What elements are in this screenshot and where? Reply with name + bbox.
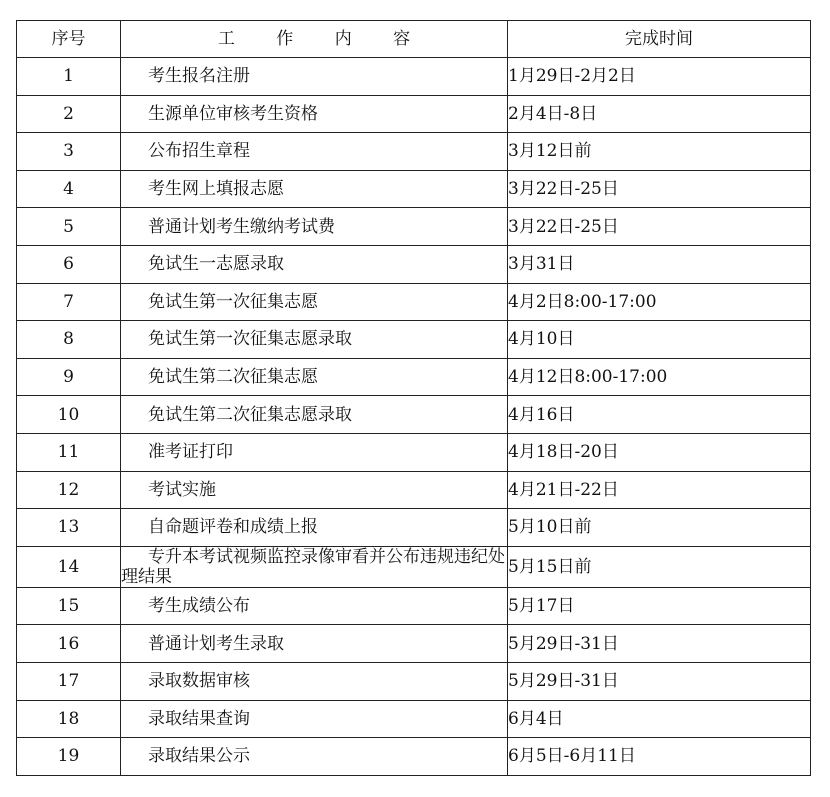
- table-row: [17, 358, 811, 396]
- table-row: [17, 433, 811, 471]
- row-number: 19: [17, 738, 121, 776]
- table-row: [17, 587, 811, 625]
- row-task: 公布招生章程: [121, 133, 508, 171]
- row-deadline: 3月22日-25日: [508, 208, 811, 246]
- table-row: [17, 95, 811, 133]
- row-number: 5: [17, 208, 121, 246]
- row-deadline: 2月4日-8日: [508, 95, 811, 133]
- table-row: [17, 662, 811, 700]
- header-row: [17, 21, 811, 58]
- row-number: 14: [17, 546, 121, 587]
- row-deadline: 5月17日: [508, 587, 811, 625]
- row-number: 4: [17, 170, 121, 208]
- row-deadline: 3月31日: [508, 245, 811, 283]
- row-task: 录取结果公示: [121, 738, 508, 776]
- row-task: 考试实施: [121, 471, 508, 509]
- table-row: [17, 283, 811, 321]
- row-number: 7: [17, 283, 121, 321]
- row-task: 普通计划考生录取: [121, 625, 508, 663]
- table-body: [17, 58, 811, 776]
- schedule-table: [16, 20, 811, 776]
- table-row: [17, 700, 811, 738]
- row-number: 9: [17, 358, 121, 396]
- table-row: [17, 321, 811, 359]
- row-number: 11: [17, 433, 121, 471]
- row-task: 自命题评卷和成绩上报: [121, 509, 508, 547]
- row-deadline: 4月18日-20日: [508, 433, 811, 471]
- table-row: [17, 471, 811, 509]
- table-row: [17, 546, 811, 587]
- row-deadline: 1月29日-2月2日: [508, 58, 811, 96]
- row-deadline: 5月10日前: [508, 509, 811, 547]
- header-task-label: 工 作 内 容: [217, 29, 429, 49]
- table-header: [17, 21, 811, 58]
- table-row: [17, 245, 811, 283]
- row-task: 考生成绩公布: [121, 587, 508, 625]
- row-deadline: 3月22日-25日: [508, 170, 811, 208]
- row-deadline: 6月5日-6月11日: [508, 738, 811, 776]
- row-number: 8: [17, 321, 121, 359]
- row-deadline: 4月2日8:00-17:00: [508, 283, 811, 321]
- row-deadline: 5月29日-31日: [508, 662, 811, 700]
- row-task: 考生网上填报志愿: [121, 170, 508, 208]
- row-deadline: 4月16日: [508, 396, 811, 434]
- row-task: 免试生第二次征集志愿录取: [121, 396, 508, 434]
- row-deadline: 4月21日-22日: [508, 471, 811, 509]
- row-task: 生源单位审核考生资格: [121, 95, 508, 133]
- row-deadline: 5月15日前: [508, 546, 811, 587]
- row-task: 免试生一志愿录取: [121, 245, 508, 283]
- row-deadline: 4月10日: [508, 321, 811, 359]
- header-number: 序号: [17, 21, 121, 58]
- row-deadline: 4月12日8:00-17:00: [508, 358, 811, 396]
- row-number: 15: [17, 587, 121, 625]
- header-deadline: 完成时间: [508, 21, 811, 58]
- row-task: 免试生第二次征集志愿: [121, 358, 508, 396]
- row-number: 1: [17, 58, 121, 96]
- row-number: 16: [17, 625, 121, 663]
- row-task: 免试生第一次征集志愿: [121, 283, 508, 321]
- table-row: [17, 396, 811, 434]
- row-task: 普通计划考生缴纳考试费: [121, 208, 508, 246]
- row-task: 准考证打印: [121, 433, 508, 471]
- header-task: [121, 21, 508, 58]
- table-row: [17, 738, 811, 776]
- row-deadline: 3月12日前: [508, 133, 811, 171]
- table-row: [17, 170, 811, 208]
- row-deadline: 5月29日-31日: [508, 625, 811, 663]
- row-task: 录取结果查询: [121, 700, 508, 738]
- row-task: 考生报名注册: [121, 58, 508, 96]
- table-row: [17, 208, 811, 246]
- row-number: 12: [17, 471, 121, 509]
- row-number: 6: [17, 245, 121, 283]
- row-number: 10: [17, 396, 121, 434]
- row-deadline: 6月4日: [508, 700, 811, 738]
- row-number: 17: [17, 662, 121, 700]
- row-number: 2: [17, 95, 121, 133]
- row-task: 免试生第一次征集志愿录取: [121, 321, 508, 359]
- row-task: 专升本考试视频监控录像审看并公布违规违纪处理结果: [121, 546, 508, 587]
- table-row: [17, 58, 811, 96]
- row-number: 18: [17, 700, 121, 738]
- table-row: [17, 625, 811, 663]
- row-task: 录取数据审核: [121, 662, 508, 700]
- table-row: [17, 509, 811, 547]
- row-number: 13: [17, 509, 121, 547]
- table-row: [17, 133, 811, 171]
- row-number: 3: [17, 133, 121, 171]
